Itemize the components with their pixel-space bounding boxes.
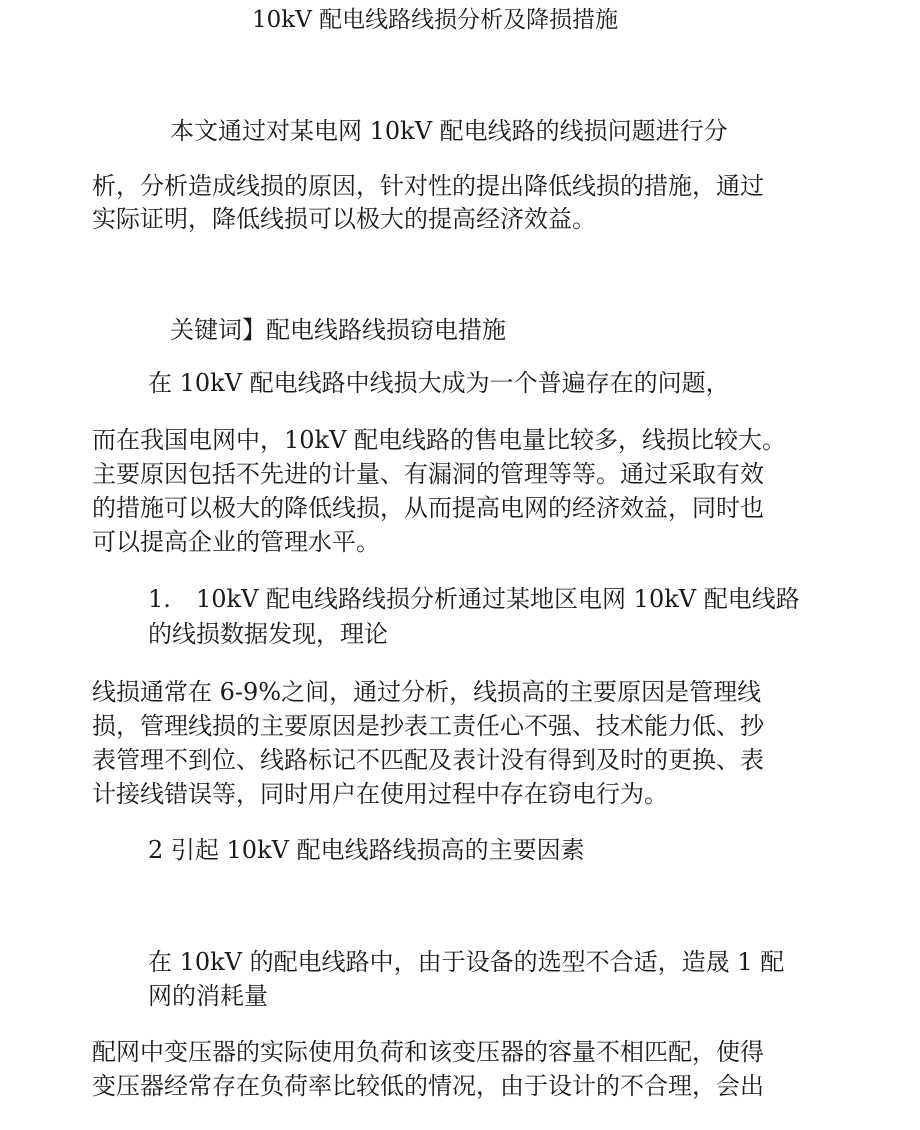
section1-body-line: 损，管理线损的主要原因是抄表工责任心不强、技术能力低、抄 bbox=[92, 712, 764, 740]
abstract-line: 实际证明，降低线损可以极大的提高经济效益。 bbox=[92, 205, 596, 233]
section1-body-line: 计接线错误等，同时用户在使用过程中存在窃电行为。 bbox=[92, 780, 668, 808]
section2-heading: 2 引起 10kV 配电线路线损高的主要因素 bbox=[148, 836, 585, 864]
section1-body-line: 表管理不到位、线路标记不匹配及表计没有得到及时的更换、表 bbox=[92, 746, 764, 774]
section1-heading-line: 10kV 配电线路线损分析通过某地区电网 10kV 配电线路 bbox=[196, 585, 800, 613]
subsection-heading-line: 网的消耗量 bbox=[148, 982, 268, 1010]
section1-body-line: 线损通常在 6-9%之间，通过分析，线损高的主要原因是管理线 bbox=[92, 678, 762, 706]
intro-line: 在 10kV 配电线路中线损大成为一个普遍存在的问题， bbox=[148, 369, 730, 397]
document-title: 10kV 配电线路线损分析及降损措施 bbox=[252, 7, 619, 33]
subsection-body-line: 配网中变压器的实际使用负荷和该变压器的容量不相匹配，使得 bbox=[92, 1038, 764, 1066]
intro-line: 可以提高企业的管理水平。 bbox=[92, 528, 380, 556]
abstract-line: 本文通过对某电网 10kV 配电线路的线损问题进行分 bbox=[170, 117, 728, 145]
intro-line: 而在我国电网中，10kV 配电线路的售电量比较多，线损比较大。 bbox=[92, 426, 787, 454]
abstract-line: 析，分析造成线损的原因，针对性的提出降低线损的措施，通过 bbox=[92, 172, 764, 200]
section1-heading-line: 的线损数据发现，理论 bbox=[148, 620, 388, 648]
subsection-body-line: 变压器经常存在负荷率比较低的情况，由于设计的不合理，会出 bbox=[92, 1072, 764, 1100]
intro-line: 的措施可以极大的降低线损，从而提高电网的经济效益，同时也 bbox=[92, 494, 764, 522]
subsection-heading-line: 在 10kV 的配电线路中，由于设备的选型不合适，造晟 1 配 bbox=[148, 948, 785, 976]
keywords-line: 关键词】配电线路线损窃电措施 bbox=[170, 316, 506, 344]
section1-number: 1. bbox=[148, 585, 171, 613]
intro-line: 主要原因包括不先进的计量、有漏洞的管理等等。通过采取有效 bbox=[92, 460, 764, 488]
